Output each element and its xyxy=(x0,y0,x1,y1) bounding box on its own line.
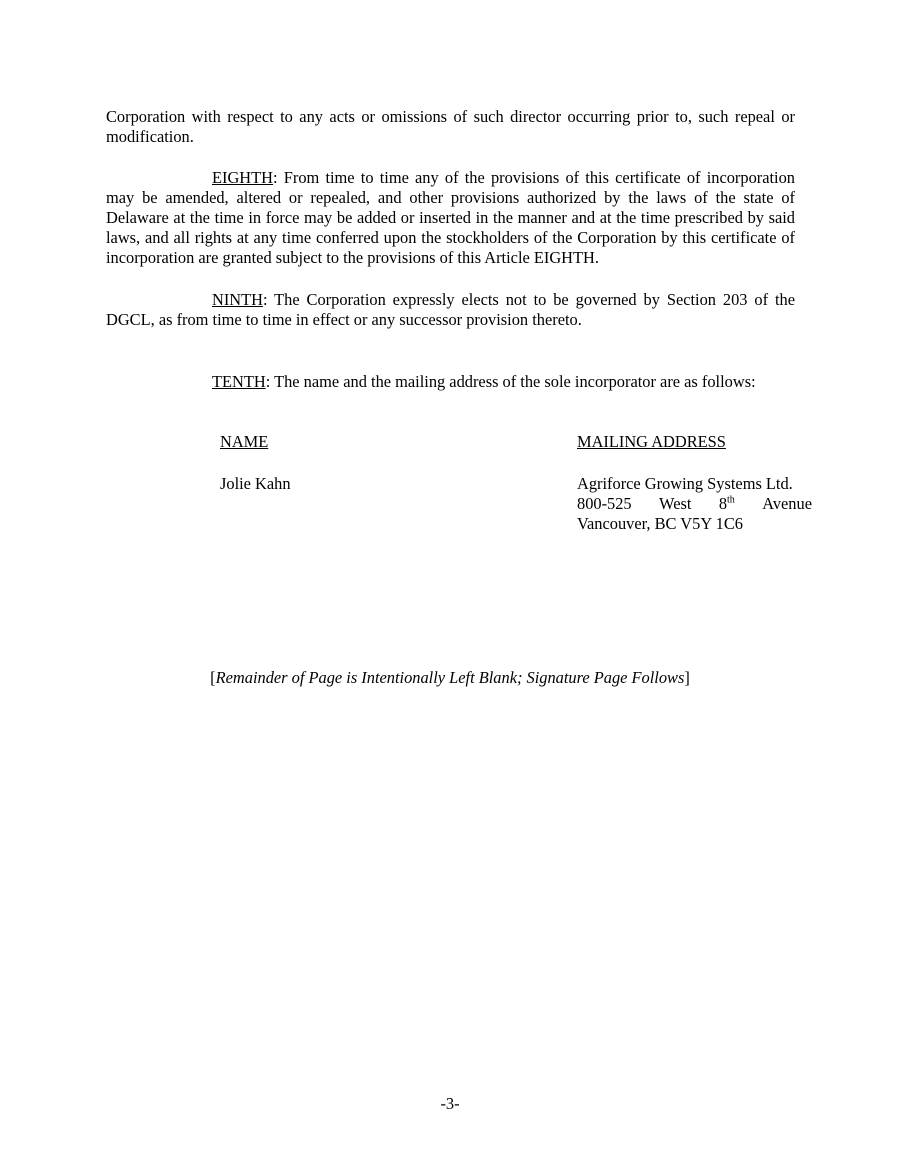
mailing-address-column-header: MAILING ADDRESS xyxy=(577,432,726,451)
article-eighth-text: : From time to time any of the provisions of this certificate of incorporation may be amended, altered or repealed, and other provisions authorized by the laws of the state of Delaware at the time in force may be added or inserted in the manner and at the time prescribed by said laws, and all rights at any time conferred upon the stockholders of the Corporation by this certificate of incorporation are granted subject to the provisions of this Article EIGHTH. xyxy=(106,168,795,267)
address-street-word: West xyxy=(659,494,692,513)
address-line-3: Vancouver, BC V5Y 1C6 xyxy=(577,514,743,533)
article-eighth-heading: EIGHTH xyxy=(212,168,273,187)
address-street-number: 8th xyxy=(718,494,735,513)
address-line-1: Agriforce Growing Systems Ltd. xyxy=(577,474,793,493)
name-column-header: NAME xyxy=(220,432,269,451)
article-tenth-paragraph xyxy=(106,372,795,392)
ordinal-suffix: th xyxy=(727,494,735,506)
continued-paragraph-text: Corporation with respect to any acts or omissions of such director occurring prior to, such repeal or modification. xyxy=(106,107,795,146)
article-tenth-text: : The name and the mailing address of the sole incorporator are as follows: xyxy=(265,372,756,391)
remainder-note-text: Remainder of Page is Intentionally Left Blank; Signature Page Follows xyxy=(215,668,685,687)
incorporator-name: Jolie Kahn xyxy=(220,474,291,493)
article-ninth-paragraph xyxy=(106,290,795,330)
page-number: -3- xyxy=(440,1094,460,1113)
article-ninth-heading: NINTH xyxy=(212,290,263,309)
remainder-of-page-note: [Remainder of Page is Intentionally Left Blank; Signature Page Follows] xyxy=(210,668,690,687)
address-street-type: Avenue xyxy=(762,494,812,513)
address-number: 800-525 xyxy=(577,494,632,513)
article-ninth-text: : The Corporation expressly elects not to be governed by Section 203 of the DGCL, as from time to time in effect or any successor provision thereto. xyxy=(106,290,795,329)
continued-paragraph xyxy=(106,107,795,147)
article-tenth-heading: TENTH xyxy=(212,372,266,391)
address-line-2 xyxy=(577,494,812,514)
incorporator-mailing-address xyxy=(577,474,812,534)
article-eighth-paragraph xyxy=(106,168,795,268)
